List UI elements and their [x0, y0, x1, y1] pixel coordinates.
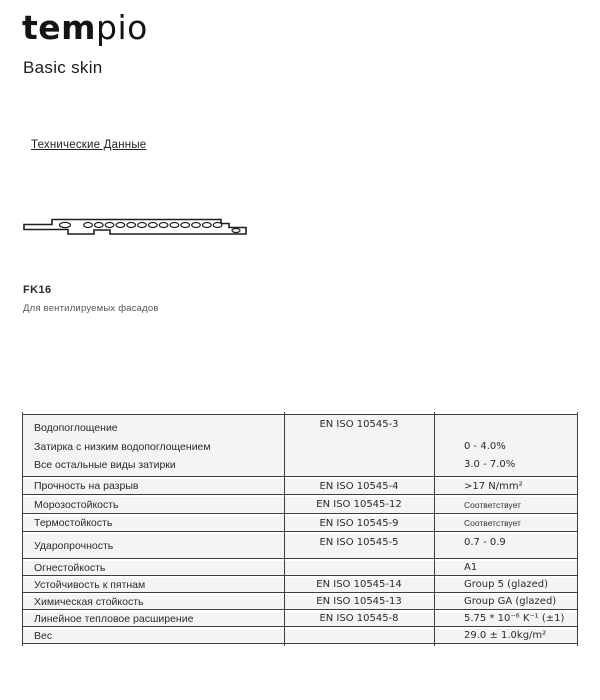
property-cell: Огнестойкость: [22, 561, 284, 576]
spec-row: [22, 516, 578, 532]
spec-row: [22, 534, 578, 559]
spec-row: [22, 479, 578, 495]
table-column-divider-1: [284, 412, 285, 646]
product-code: FK16: [23, 284, 52, 296]
spec-row: [22, 561, 578, 576]
value-cell: >17 N/mm²: [434, 479, 578, 495]
spec-row: [22, 612, 578, 627]
spec-row: [22, 578, 578, 593]
property-cell: Устойчивость к пятнам: [22, 578, 284, 593]
property-cell: Вес: [22, 629, 284, 644]
table-column-divider-2: [434, 412, 435, 646]
standard-cell: [284, 629, 434, 644]
value-cell: Соответствует: [434, 497, 578, 514]
table-border-right: [577, 412, 578, 646]
section-heading: Технические Данные: [31, 139, 147, 151]
standard-cell: EN ISO 10545-12: [284, 497, 434, 514]
value-cell: Group 5 (glazed): [434, 578, 578, 593]
standard-cell: EN ISO 10545-5: [284, 534, 434, 559]
property-cell: Прочность на разрыв: [22, 479, 284, 495]
spec-row: [22, 497, 578, 514]
brand-logo-light: pio: [96, 8, 148, 47]
standard-cell: EN ISO 10545-3: [284, 414, 434, 477]
property-cell: Термостойкость: [22, 516, 284, 532]
standard-cell: EN ISO 10545-13: [284, 595, 434, 610]
product-line-title: Basic skin: [23, 58, 103, 77]
spec-table-body: [22, 414, 578, 644]
standard-cell: EN ISO 10545-9: [284, 516, 434, 532]
value-cell: A1: [434, 561, 578, 576]
property-cell: Ударопрочность: [22, 534, 284, 559]
value-cell: 0 - 4.0% 3.0 - 7.0%: [434, 414, 578, 477]
product-description: Для вентилируемых фасадов: [23, 303, 159, 314]
spec-table: [22, 412, 578, 646]
panel-cross-section-drawing: [22, 214, 250, 244]
standard-cell: EN ISO 10545-4: [284, 479, 434, 495]
value-cell: 5.75 * 10⁻⁶ K⁻¹ (±1): [434, 612, 578, 627]
standard-cell: EN ISO 10545-8: [284, 612, 434, 627]
panel-profile-svg: [22, 214, 250, 244]
spec-row: [22, 414, 578, 477]
property-cell: Линейное тепловое расширение: [22, 612, 284, 627]
value-cell: Соответствует: [434, 516, 578, 532]
spec-row: [22, 629, 578, 644]
standard-cell: [284, 561, 434, 576]
brand-logo-bold: tem: [22, 8, 97, 47]
standard-cell: EN ISO 10545-14: [284, 578, 434, 593]
property-cell: Химическая стойкость: [22, 595, 284, 610]
table-border-left: [22, 412, 23, 646]
spec-row: [22, 595, 578, 610]
brand-logo: [22, 8, 148, 48]
spec-table-grid: [22, 412, 578, 646]
value-cell: 0.7 - 0.9: [434, 534, 578, 559]
property-cell: Морозостойкость: [22, 497, 284, 514]
value-cell: Group GA (glazed): [434, 595, 578, 610]
value-cell: 29.0 ± 1.0kg/m²: [434, 629, 578, 644]
panel-cell-hole: [60, 222, 71, 227]
property-cell: Водопоглощение Затирка с низким водопоглощением Все остальные виды затирки: [22, 414, 284, 477]
